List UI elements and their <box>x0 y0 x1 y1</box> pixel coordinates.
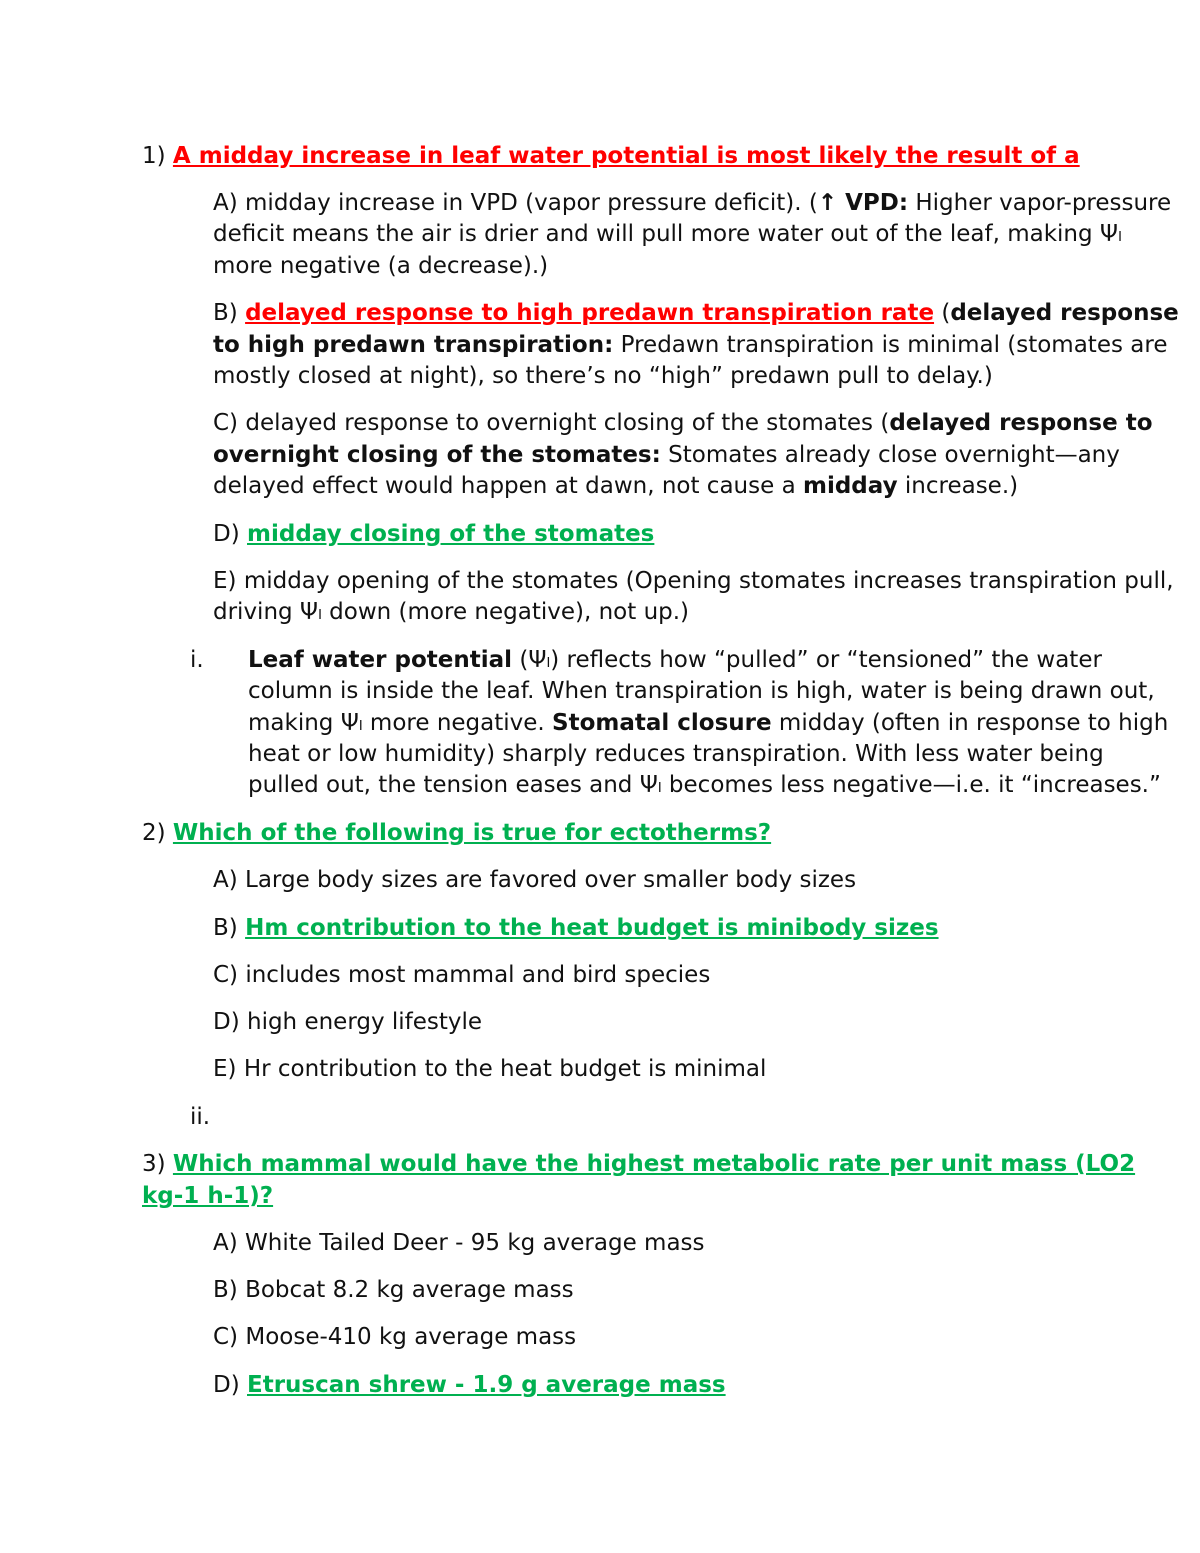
option-prefix: B) <box>213 300 246 326</box>
correct-answer: Hm contribution to the heat budget is minibody sizes <box>245 915 939 941</box>
option-prefix: D) <box>213 1372 247 1398</box>
q1-option-a-line-2: deficit means the air is drier and will pull more water out of the leaf, making Ψₗ <box>213 221 1122 247</box>
explanation-text: midday (often in response to high <box>771 710 1169 736</box>
q1-option-e-line-1: E) midday opening of the stomates (Opening stomates increases transpiration pull, <box>213 568 1174 594</box>
explanation-line-4: heat or low humidity) sharply reduces transpiration. With less water being <box>248 741 1104 767</box>
q2-option-b <box>213 913 939 943</box>
bold-term: delayed response <box>950 300 1179 326</box>
q1-option-c-line-2 <box>213 440 1120 470</box>
q2-option-c: C) includes most mammal and bird species <box>213 962 711 988</box>
explanation-line-2: column is inside the leaf. When transpiration is high, water is being drawn out, <box>248 678 1155 704</box>
bold-term: to high predawn transpiration: <box>213 332 614 358</box>
option-text: Higher vapor-pressure <box>908 190 1172 216</box>
bold-term: Stomatal closure <box>552 710 772 736</box>
option-text: C) delayed response to overnight closing of the stomates ( <box>213 410 890 436</box>
bold-term: delayed response to <box>889 410 1153 436</box>
q1-option-c-line-3 <box>213 471 1018 501</box>
explanation-line-1 <box>248 645 1102 675</box>
explanation-marker: i. <box>190 647 204 673</box>
option-text: Stomates already close overnight—any <box>660 442 1120 468</box>
bold-term: ↑ VPD: <box>817 190 909 216</box>
question-2 <box>142 818 771 848</box>
q3-option-b: B) Bobcat 8.2 kg average mass <box>213 1277 574 1303</box>
bold-term: midday <box>802 473 898 499</box>
option-text: delayed effect would happen at dawn, not cause a <box>213 473 803 499</box>
explanation-line-3 <box>248 708 1168 738</box>
q2-option-d: D) high energy lifestyle <box>213 1009 483 1035</box>
question-3-line-2 <box>142 1181 273 1211</box>
bold-term: Leaf water potential <box>248 647 513 673</box>
q3-option-a: A) White Tailed Deer - 95 kg average mass <box>213 1230 705 1256</box>
q2-option-a: A) Large body sizes are favored over smaller body sizes <box>213 867 857 893</box>
selected-answer: delayed response to high predawn transpiration rate <box>245 300 935 326</box>
q1-option-d <box>213 519 654 549</box>
option-text: ( <box>934 300 951 326</box>
explanation-line-5: pulled out, the tension eases and Ψₗ becomes less negative—i.e. it “increases.” <box>248 772 1161 798</box>
q1-option-c-line-1 <box>213 408 1153 438</box>
bold-term: overnight closing of the stomates: <box>213 442 661 468</box>
question-text: A midday increase in leaf water potential is most likely the result of a <box>172 143 1080 169</box>
question-text: Which mammal would have the highest metabolic rate per unit mass (LO2 <box>172 1151 1136 1177</box>
option-text: A) midday increase in VPD (vapor pressure deficit). ( <box>213 190 818 216</box>
question-number: 1) <box>142 143 173 169</box>
option-text: increase.) <box>897 473 1019 499</box>
correct-answer: Etruscan shrew - 1.9 g average mass <box>247 1372 726 1398</box>
q3-option-d <box>213 1370 726 1400</box>
list-marker: ii. <box>190 1104 211 1130</box>
question-text: Which of the following is true for ectotherms? <box>172 820 772 846</box>
explanation-text: making Ψₗ more negative. <box>248 710 553 736</box>
question-1 <box>142 141 1080 171</box>
q3-option-c: C) Moose-410 kg average mass <box>213 1324 577 1350</box>
q1-option-a-line-3: more negative (a decrease).) <box>213 253 549 279</box>
q1-option-b-line-1 <box>213 298 1179 328</box>
q1-option-a-line-1 <box>213 188 1171 218</box>
question-text: kg-1 h-1)? <box>142 1183 274 1209</box>
question-number: 2) <box>142 820 173 846</box>
question-3-line-1 <box>142 1149 1135 1179</box>
q2-option-e: E) Hr contribution to the heat budget is minimal <box>213 1056 767 1082</box>
q1-option-e-line-2: driving Ψₗ down (more negative), not up.) <box>213 599 690 625</box>
question-number: 3) <box>142 1151 173 1177</box>
explanation-text: (Ψₗ) reflects how “pulled” or “tensioned” the water <box>512 647 1102 673</box>
option-prefix: D) <box>213 521 247 547</box>
q1-option-b-line-2 <box>213 330 1167 360</box>
option-prefix: B) <box>213 915 246 941</box>
q1-option-b-line-3: mostly closed at night), so there’s no “high” predawn pull to delay.) <box>213 363 993 389</box>
correct-answer: midday closing of the stomates <box>247 521 655 547</box>
option-text: Predawn transpiration is minimal (stomates are <box>613 332 1168 358</box>
